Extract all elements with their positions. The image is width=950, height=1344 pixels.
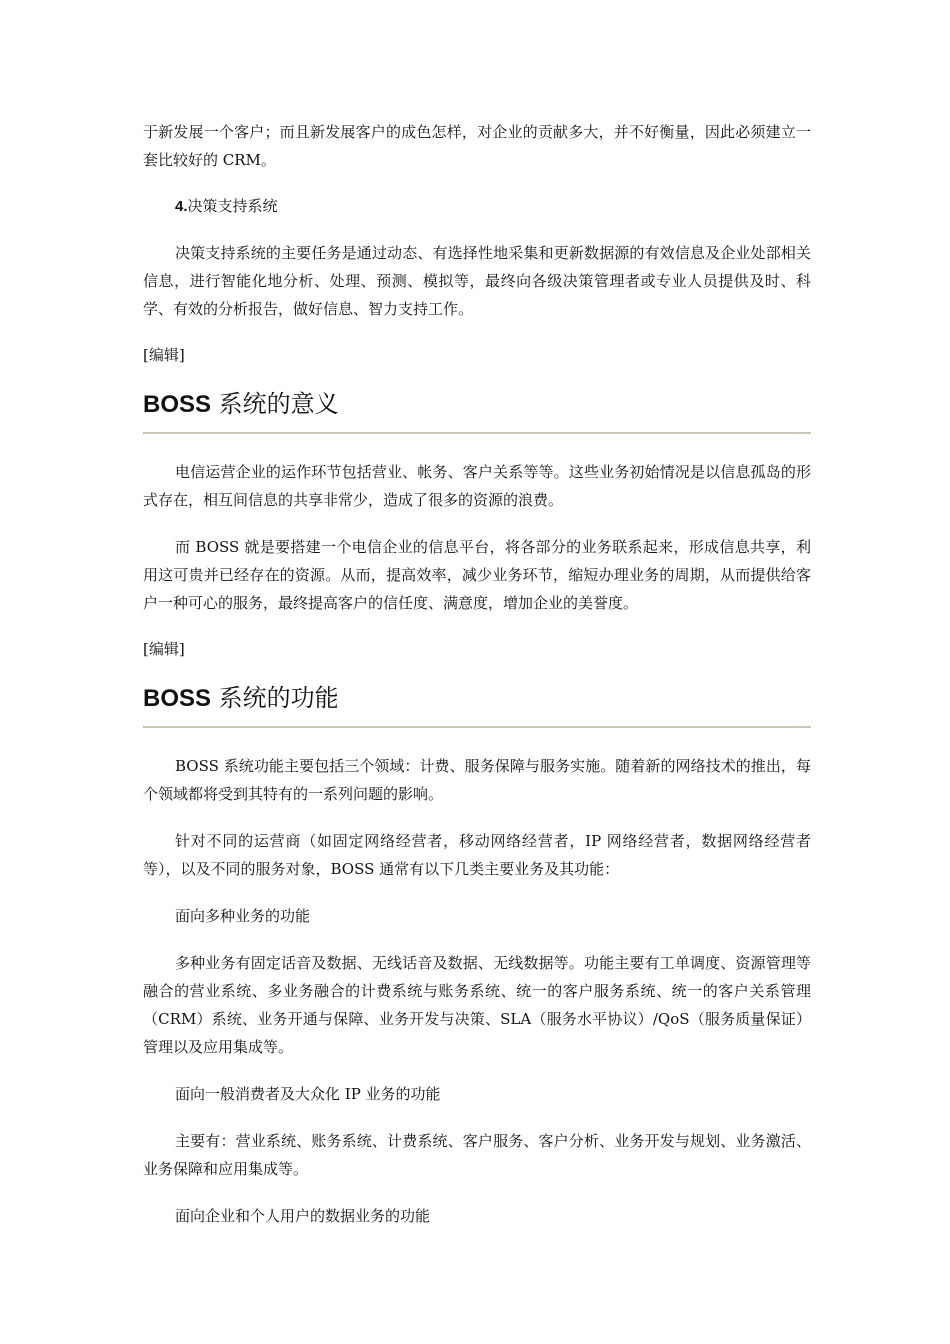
subheading-multi-service: 面向多种业务的功能 (175, 907, 311, 925)
subheading-consumer-ip: 面向一般消费者及大众化 IP 业务的功能 (175, 1085, 441, 1103)
document-page (143, 118, 811, 1230)
edit-link[interactable]: [编辑] (143, 346, 185, 364)
paragraph-consumer-ip: 主要有：营业系统、账务系统、计费系统、客户服务、客户分析、业务开发与规划、业务激活、业务保障和应用集成等。 (143, 1132, 811, 1178)
section-heading-functions (143, 681, 811, 716)
subheading-enterprise-data: 面向企业和个人用户的数据业务的功能 (175, 1207, 431, 1225)
paragraph-functions-2: 针对不同的运营商（如固定网络经营者，移动网络经营者，IP 网络经营者，数据网络经营者等），以及不同的服务对象，BOSS 通常有以下几类主要业务及其功能： (143, 832, 811, 878)
heading-rest: 系统的意义 (211, 390, 339, 418)
subheading-number: 4. (175, 198, 188, 215)
subheading-text: 决策支持系统 (187, 197, 278, 215)
paragraph-multi-service: 多种业务有固定话音及数据、无线话音及数据、无线数据等。功能主要有工单调度、资源管理等融合的营业系统、多业务融合的计费系统与账务系统、统一的客户服务系统、统一的客户关系管理（CRM）系统、业务开通与保障、业务开发与决策、SLA（服务水平协议）/QoS（服务质量保证）管理以及应用集成等。 (143, 954, 811, 1056)
subheading-decision-support (143, 192, 811, 221)
section-heading-significance (143, 387, 811, 422)
heading-latin: BOSS (143, 391, 212, 418)
paragraph-significance-1: 电信运营企业的运作环节包括营业、帐务、客户关系等等。这些业务初始情况是以信息孤岛的形式存在，相互间信息的共享非常少，造成了很多的资源的浪费。 (143, 463, 811, 509)
paragraph-functions-1: BOSS 系统功能主要包括三个领域：计费、服务保障与服务实施。随着新的网络技术的推出，每个领域都将受到其特有的一系列问题的影响。 (143, 757, 811, 803)
heading-rest: 系统的功能 (211, 684, 339, 712)
paragraph-significance-2: 而 BOSS 就是要搭建一个电信企业的信息平台，将各部分的业务联系起来，形成信息共享，利用这可贵并已经存在的资源。从而，提高效率，减少业务环节，缩短办理业务的周期，从而提供给客户一种可心的服务，最终提高客户的信任度、满意度，增加企业的美誉度。 (143, 538, 811, 612)
edit-link[interactable]: [编辑] (143, 640, 185, 658)
paragraph-decision-support: 决策支持系统的主要任务是通过动态、有选择性地采集和更新数据源的有效信息及企业处部相关信息，进行智能化地分析、处理、预测、模拟等，最终向各级决策管理者或专业人员提供及时、科学、有效的分析报告，做好信息、智力支持工作。 (143, 244, 811, 318)
heading-latin: BOSS (143, 685, 212, 712)
paragraph-crm-intro: 于新发展一个客户；而且新发展客户的成色怎样，对企业的贡献多大，并不好衡量，因此必须建立一套比较好的 CRM。 (143, 123, 811, 169)
